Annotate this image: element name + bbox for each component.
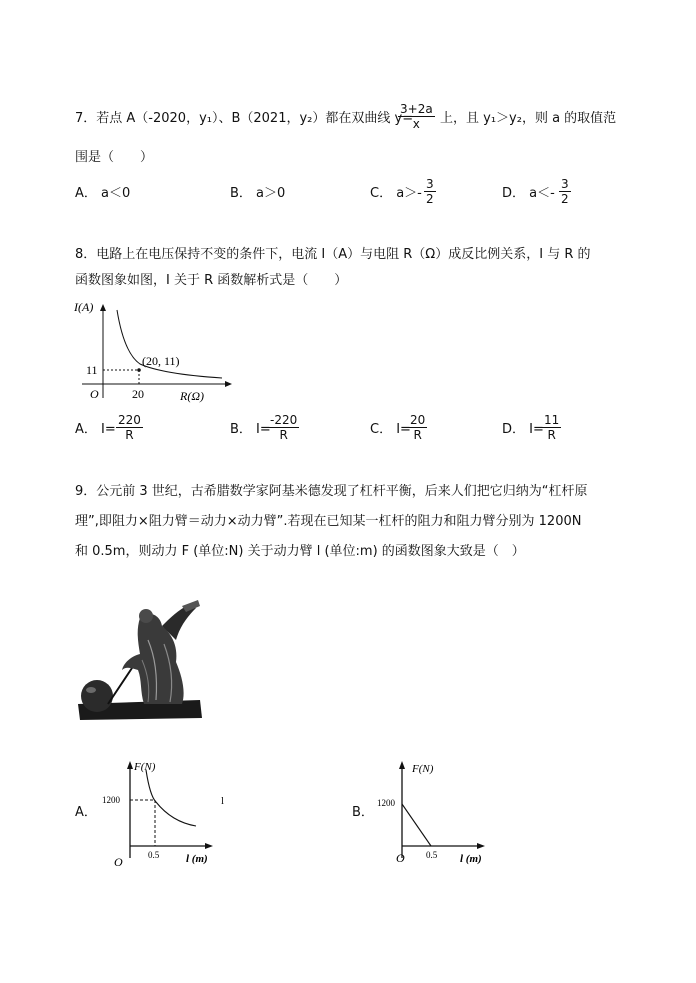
q7-option-c-prefix: C． a＞- xyxy=(370,186,422,201)
q8-x-label: R(Ω) xyxy=(180,389,204,403)
q8-option-a-numerator: 220 xyxy=(118,413,141,427)
q9b-x-tick: 0.5 xyxy=(426,850,438,860)
q7-option-d-fraction xyxy=(559,177,571,206)
q8-x-tick: 20 xyxy=(132,387,144,401)
q9a-hyperbola-curve xyxy=(146,770,196,826)
q7-line1-pre: 7．若点 A（-2020，y₁）、B（2021，y₂）都在双曲线 y= xyxy=(75,111,414,126)
q9b-line-segment xyxy=(402,804,431,846)
q8-option-b-prefix: B． I= xyxy=(230,422,271,437)
q9-stray-mark: l xyxy=(221,795,225,807)
q9a-x-label: l (m) xyxy=(186,853,208,865)
q9-option-a-label: A． xyxy=(75,805,97,820)
q9-option-b-graph xyxy=(374,758,499,873)
q8-y-label: I(A) xyxy=(74,300,94,314)
q9b-y-label: F(N) xyxy=(412,763,434,775)
q7-option-d-numerator: 3 xyxy=(561,177,569,191)
q8-option-b-fraction xyxy=(268,413,299,442)
q8-option-c-fraction xyxy=(408,413,427,442)
q8-x-axis-arrow xyxy=(225,381,232,387)
q8-line1: 8．电路上在电压保持不变的条件下，电流 I（A）与电阻 R（Ω）成反比例关系，I 与 R 的 xyxy=(75,247,591,262)
q9b-x-axis-arrow xyxy=(477,843,485,849)
illustration-ball xyxy=(81,680,113,712)
q7-option-a: A． a＜0 xyxy=(75,186,131,201)
q9-line2: 理”,即阻力×阻力臂＝动力×动力臂”.若现在已知某一杠杆的阻力和阻力臂分别为 1200N xyxy=(75,514,582,529)
q8-option-a-denominator: R xyxy=(125,428,134,442)
q8-option-c-numerator: 20 xyxy=(410,413,426,427)
q8-option-c-prefix: C． I= xyxy=(370,422,411,437)
q7-option-d-denominator: 2 xyxy=(561,192,569,206)
q8-option-d-denominator: R xyxy=(547,428,556,442)
q8-origin: O xyxy=(90,387,99,401)
q9b-x-label: l (m) xyxy=(460,853,482,865)
q7-fraction-numerator: 3+2a xyxy=(400,102,433,116)
q8-option-a-prefix: A． I= xyxy=(75,422,116,437)
q9-line3: 和 0.5m，则动力 F (单位:N) 关于动力臂 l (单位:m) 的函数图象大致是（ ） xyxy=(75,544,525,559)
q7-fraction-denominator: x xyxy=(412,117,420,131)
q8-graph xyxy=(72,298,242,408)
q8-line2: 函数图象如图，I 关于 R 函数解析式是（ ） xyxy=(75,273,348,288)
q7-option-c-fraction xyxy=(424,177,436,206)
q7-fraction xyxy=(398,102,435,131)
q7-option-b: B． a＞0 xyxy=(230,186,286,201)
q8-option-b-denominator: R xyxy=(279,428,288,442)
q8-y-tick: 11 xyxy=(86,363,98,377)
q9a-x-tick: 0.5 xyxy=(148,850,160,860)
q7-option-c-denominator: 2 xyxy=(426,192,434,206)
archimedes-lever-illustration xyxy=(78,600,206,722)
q8-point-label: (20, 11) xyxy=(142,354,180,368)
q8-option-d-numerator: 11 xyxy=(544,413,560,427)
q9-line1: 9．公元前 3 世纪，古希腊数学家阿基米德发现了杠杆平衡，后来人们把它归纳为“杠杆原 xyxy=(75,484,588,499)
q9a-y-label: F(N) xyxy=(134,761,156,773)
q8-option-d-fraction xyxy=(542,413,561,442)
q9a-x-axis-arrow xyxy=(205,843,213,849)
q8-option-d-prefix: D． I= xyxy=(502,422,544,437)
q8-option-c-denominator: R xyxy=(413,428,422,442)
q9-option-a-graph xyxy=(100,758,225,873)
q7-option-d-prefix: D． a＜- xyxy=(502,186,555,201)
q7-option-c-numerator: 3 xyxy=(426,177,434,191)
q8-y-axis-arrow xyxy=(100,304,106,311)
q8-option-a-fraction xyxy=(116,413,143,442)
q9b-y-axis-arrow xyxy=(399,761,405,769)
q9b-origin: O xyxy=(396,851,405,865)
q9b-y-tick: 1200 xyxy=(377,798,395,808)
q7-line2: 围是（ ） xyxy=(75,150,154,165)
q7-line1-post: 上，且 y₁＞y₂，则 a 的取值范 xyxy=(440,111,617,126)
q9-option-b-label: B． xyxy=(352,805,374,820)
q9a-y-axis-arrow xyxy=(127,761,133,769)
q9a-y-tick: 1200 xyxy=(102,795,120,805)
q9a-origin: O xyxy=(114,855,123,869)
q8-point xyxy=(137,368,141,372)
q8-option-b-numerator: -220 xyxy=(270,413,298,427)
